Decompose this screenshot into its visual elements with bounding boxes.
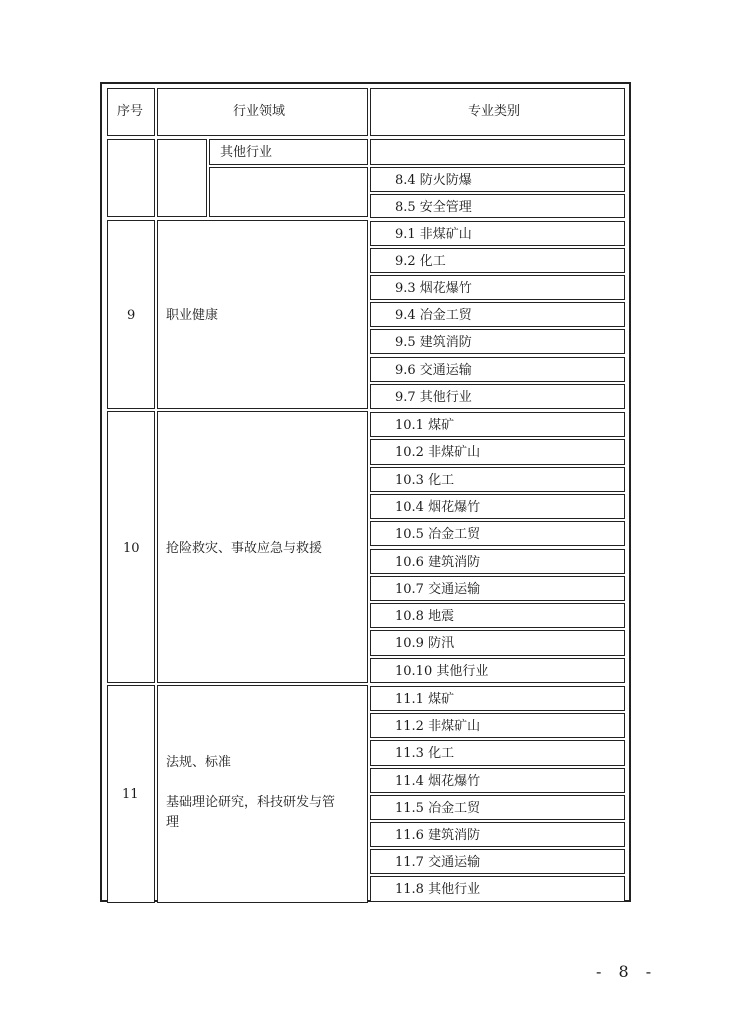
section10-item-label: 10.7 交通运输	[395, 581, 481, 597]
header-category-cell	[370, 88, 625, 136]
section10-item	[370, 494, 625, 519]
section10-seq: 10	[123, 541, 140, 556]
section11-item	[370, 795, 625, 820]
section9-item-label: 9.5 建筑消防	[395, 335, 472, 351]
section10-item	[370, 439, 625, 464]
section8-item	[370, 194, 625, 218]
section10-item	[370, 521, 625, 546]
section11-item	[370, 876, 625, 901]
section9-seq-cell	[107, 220, 155, 409]
section10-item-label: 10.8 地震	[395, 609, 455, 625]
section9-item-label: 9.3 烟花爆竹	[395, 281, 472, 297]
section9-item	[370, 275, 625, 300]
section10-item-label: 10.4 烟花爆竹	[395, 499, 481, 515]
section8-seq-cell	[107, 139, 155, 217]
section10-item-label: 10.1 煤矿	[395, 418, 455, 433]
section10-item	[370, 467, 625, 492]
header-field-cell	[157, 88, 368, 136]
section11-item	[370, 740, 625, 765]
section9-item	[370, 357, 625, 382]
section11-item	[370, 822, 625, 847]
header-field: 行业领域	[233, 104, 286, 119]
section9-item-label: 9.6 交通运输	[395, 362, 472, 378]
section9-item	[370, 329, 625, 354]
section9-item	[370, 248, 625, 273]
section10-item	[370, 658, 625, 683]
section11-item-label: 11.4 烟花爆竹	[395, 773, 481, 789]
section9-item	[370, 221, 625, 246]
section11-item	[370, 713, 625, 738]
header-category: 专业类别	[468, 104, 521, 119]
section8-field-label: 其他行业	[220, 145, 273, 160]
section8-item-label: 8.5 安全管理	[395, 200, 472, 215]
section11-item-label: 11.7 交通运输	[395, 855, 481, 871]
section8-field-label-cell	[209, 139, 368, 165]
section9-field: 职业健康	[166, 308, 219, 323]
section11-item-label: 11.3 化工	[395, 746, 455, 762]
header-seq-cell	[107, 88, 155, 136]
section11-field-line1: 法规、标准	[166, 755, 232, 770]
section11-item-label: 11.8 其他行业	[395, 882, 481, 898]
section10-item-label: 10.3 化工	[395, 472, 455, 488]
section11-item-label: 11.6 建筑消防	[395, 828, 481, 843]
section10-item	[370, 603, 625, 628]
section11-item-label: 11.5 冶金工贸	[395, 800, 481, 816]
section11-item-label: 11.1 煤矿	[395, 692, 455, 707]
section8-category-blank	[370, 139, 625, 165]
section8-field-outer	[157, 139, 207, 217]
section9-field-cell	[157, 220, 368, 409]
section9-item	[370, 302, 625, 327]
section9-item-label: 9.4 冶金工贸	[395, 308, 472, 324]
section10-field: 抢险救灾、事故应急与救援	[166, 541, 323, 556]
section8-field-blank	[209, 167, 368, 217]
section11-seq: 11	[122, 787, 139, 802]
section10-item	[370, 549, 625, 574]
section10-item	[370, 630, 625, 655]
section8-item-label: 8.4 防火防爆	[395, 173, 472, 188]
section10-item-label: 10.9 防汛	[395, 636, 455, 652]
section8-item	[370, 167, 625, 192]
section9-item-label: 9.2 化工	[395, 254, 446, 270]
section10-field-cell	[157, 411, 368, 683]
section9-seq: 9	[127, 308, 136, 323]
section9-item-label: 9.1 非煤矿山	[395, 227, 472, 242]
section11-field-cell	[157, 685, 368, 903]
section11-item	[370, 849, 625, 874]
section10-item-label: 10.2 非煤矿山	[395, 445, 481, 461]
section11-seq-cell	[107, 685, 155, 903]
section10-item-label: 10.5 冶金工贸	[395, 527, 481, 543]
section11-item	[370, 686, 625, 711]
section10-item-label: 10.6 建筑消防	[395, 554, 481, 570]
header-seq: 序号	[117, 104, 144, 119]
section9-item	[370, 384, 625, 409]
section10-seq-cell	[107, 411, 155, 683]
section10-item-label: 10.10 其他行业	[395, 663, 489, 679]
section10-item	[370, 576, 625, 601]
section11-field-line2a: 基础理论研究，科技研发与管	[166, 795, 336, 810]
page-number: - 8 -	[596, 962, 658, 981]
section10-item	[370, 412, 625, 437]
section11-item-label: 11.2 非煤矿山	[395, 719, 481, 735]
section11-item	[370, 768, 625, 793]
section9-item-label: 9.7 其他行业	[395, 389, 472, 405]
section11-field-line2b: 理	[166, 815, 180, 830]
